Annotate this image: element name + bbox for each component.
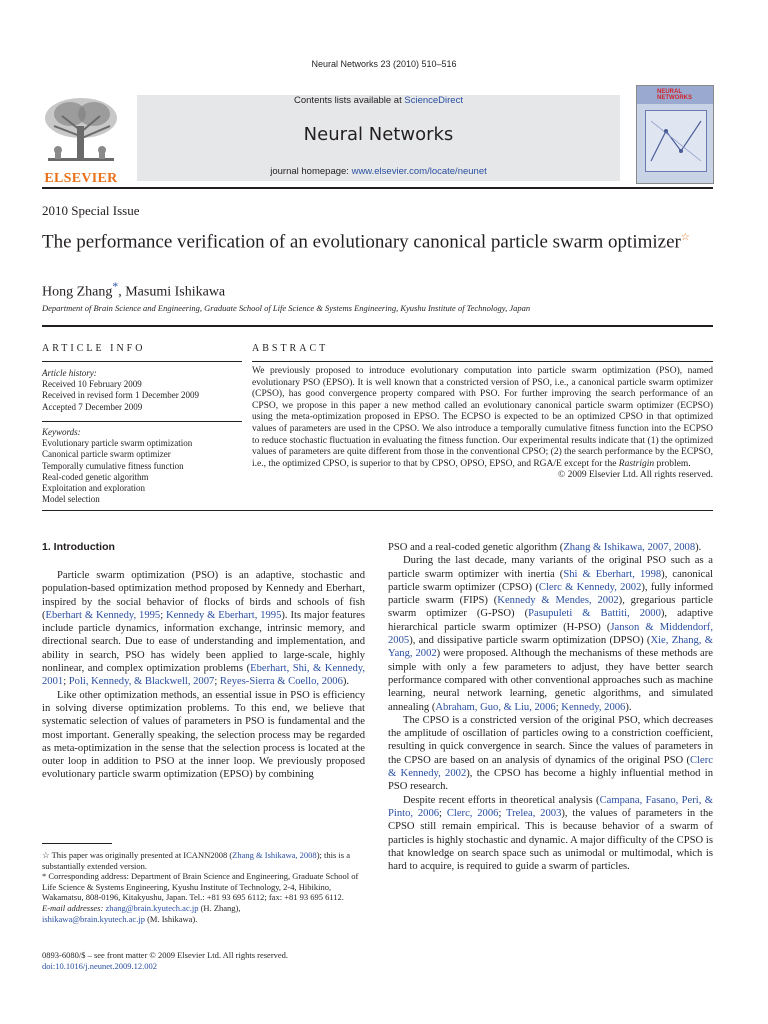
article-title: The performance verification of an evolutionary canonical particle swarm optimizer☆ — [42, 231, 690, 253]
author-1[interactable]: Hong Zhang — [42, 284, 113, 300]
citation-link[interactable]: Kennedy & Mendes, 2002 — [497, 595, 619, 607]
citation-link[interactable]: Clerc, 2006 — [446, 807, 499, 819]
paragraph: Despite recent efforts in theoretical analysis (Campana, Fasano, Peri, & Pinto, 2006; Clerc, 2006; Trelea, 2003), the values of parameters in the CPSO still remain empirical. This is because behavior of a swarm of particles is highly stochastic and dynamic. A major difficulty of the CPSO is that knowledge on search space such as unimodal or multimodal, which is hard to acquire, is required to guide a swarm of particles. — [388, 794, 714, 873]
citation-link[interactable]: Eberhart & Kennedy, 1995 — [45, 609, 161, 621]
keyword: Real-coded genetic algorithm — [42, 471, 149, 482]
elsevier-tree-icon — [40, 96, 122, 166]
citation-link[interactable]: Clerc & Kennedy, 2002 — [388, 754, 713, 780]
body-column-left — [42, 569, 365, 782]
paragraph: During the last decade, many variants of the original PSO such as a particle swarm optimizer with inertia (Shi & Eberhart, 1998), canonical particle swarm optimizer (CPSO) (Clerc & Kennedy, 2002), fully informed particle swarm (FIPS) (Kennedy & Mendes, 2002), gregarious particle swarm optimizer (G-PSO) (Pasupuleti & Battiti, 2000), adaptive hierarchical particle swarm optimizer (H-PSO) (Janson & Middendorf, 2005), and dissipative particle swarm optimization (DPSO) (Xie, Zhang, & Yang, 2002) were proposed. Although the mechanisms of these methods are simple with only a few parameters to adjust, they have better search performance compared with other conventional approaches such as machine learning, neural network learning, genetic algorithms, and simulated annealing (Abraham, Guo, & Liu, 2006; Kennedy, 2006). — [388, 555, 713, 713]
author-list: Hong Zhang*, Masumi Ishikawa — [42, 280, 226, 300]
paragraph: Particle swarm optimization (PSO) is an adaptive, stochastic and population-based optimization method proposed by Kennedy and Eberhart, inspired by the social behavior of flocks of birds and schools of fish (Eberhart & Kennedy, 1995; Kennedy & Eberhart, 1995). Its major features include particle dynamics, information exchange, intrinsic memory, and directional search. Due to ease of understanding and implementation, and ability in search, PSO has widely been applied to large-scale, highly nonlinear, and complex optimization problems (Eberhart, Shi, & Kennedy, 2001; Poli, Kennedy, & Blackwell, 2007; Reyes-Sierra & Coello, 2006). — [42, 570, 366, 688]
citation-link[interactable]: Zhang & Ishikawa, 2007, 2008 — [563, 542, 696, 553]
citation-link[interactable]: Campana, Fasano, Peri, & Pinto, 2006 — [388, 794, 713, 819]
citation-link[interactable]: Clerc & Kennedy, 2002 — [538, 581, 642, 593]
keyword: Canonical particle swarm optimizer — [42, 449, 171, 460]
citation-link[interactable]: Poli, Kennedy, & Blackwell, 2007 — [68, 676, 215, 688]
journal-title: Neural Networks — [303, 124, 454, 145]
abstract-bottom-rule — [42, 510, 713, 511]
contents-prefix: Contents lists available at — [294, 95, 405, 106]
footnote-corresponding: * Corresponding address: Department of Brain Science and Engineering, Graduate School of Life Science & Systems Engineering, Kyushu Institute of Technology, 2-4, Hibikino, Wakamatsu, 808-0196, Kitakyushu, Japan. Tel.: +81 93 695 6112; fax: +81 93 695 6112. — [42, 871, 359, 903]
homepage-prefix: journal homepage: — [270, 166, 352, 177]
paragraph: Like other optimization methods, an essential issue in PSO is efficiency in solving diverse optimization problems. To this end, we believe that systematic selection of values of parameters in PSO is fundamental and the most important. Generally speaking, the selection process may be regarded as meta-optimization in the sense that the selection process is located at the outer loop in addition to PSO at the inner loop. We previously proposed evolutionary particle swarm optimization (EPSO) by combining — [42, 689, 365, 781]
publisher-name: ELSEVIER — [44, 171, 118, 186]
citation-link[interactable]: Janson & Middendorf, 2005 — [388, 621, 713, 647]
abstract-body: We previously proposed to introduce evolutionary computation into particle swarm optimization (PSO), named evolutionary PSO (EPSO). It is well known that a constricted version of PSO, i.e., a canonical particle swarm optimizer (CPSO), has good convergence property compared with PSO. For further improving the search performance of an CPSO, we propose in this paper a new method called an evolutionary canonical particle swarm optimizer (ECPSO) using the meta-optimization proposed in EPSO. The ECPSO is expected to be an optimized CPSO in that optimized values of parameters are used in the CPSO. We also introduce a temporally cumulative fitness function into the ECPSO to reduce stochastic fluctuation in evaluating the fitness function. Our experimental results indicate that (1) the optimized values of parameters are quite different from those in the conventional CPSO; (2) the search performance by the ECPSO, i.e., the optimized CPSO, is superior to that by CPSO, OPSO, EPSO, and RGA/E except for the Rastrigin problem. © 2009 Elsevier Ltd. All rights reserved. — [252, 366, 713, 481]
paragraph: The CPSO is a constricted version of the original PSO, which decreases the amplitude of oscillation of particles owing to a constriction coefficient, resulting in quick convergence in search. Since the values of parameters in the CPSO are based on an analysis of dynamics of the original PSO (Clerc & Kennedy, 2002), the CPSO has become a highly influential method in PSO research. — [388, 714, 713, 793]
article-info-heading: ARTICLE INFO — [42, 343, 146, 354]
header-rule — [42, 187, 713, 189]
article-history: Article history: Received 10 February 2009 Received in revised form 1 December 2009 Accepted 7 December 2009 — [42, 368, 199, 412]
special-issue-label: 2010 Special Issue — [42, 203, 140, 218]
citation-link[interactable]: Pasupuleti & Battiti, 2000 — [528, 608, 661, 620]
keywords-block: Keywords: Evolutionary particle swarm optimization Canonical particle swarm optimizer Temporally cumulative fitness function Real-coded genetic algorithm Exploitation and exploration Model selection — [42, 427, 242, 505]
footnote-emails: E-mail addresses: zhang@brain.kyutech.ac.jp (H. Zhang), ishikawa@brain.kyutech.ac.jp (M. Ishikawa). — [42, 902, 241, 924]
author-2[interactable]: Masumi Ishikawa — [125, 284, 226, 300]
citation-link[interactable]: Kennedy, 2006 — [561, 701, 626, 713]
homepage-link[interactable]: www.elsevier.com/locate/neunet — [351, 166, 487, 177]
citation-link[interactable]: Xie, Zhang, & Yang, 2002 — [388, 635, 713, 660]
keyword: Model selection — [42, 494, 100, 505]
article-info-rule — [42, 361, 242, 362]
doi-link[interactable]: doi:10.1016/j.neunet.2009.12.002 — [42, 961, 157, 971]
citation-link[interactable]: Shi & Eberhart, 1998 — [563, 568, 662, 580]
email-link[interactable]: zhang@brain.kyutech.ac.jp — [105, 902, 199, 913]
sciencedirect-link[interactable]: ScienceDirect — [404, 95, 463, 106]
keyword: Evolutionary particle swarm optimization — [42, 438, 193, 449]
citation-link[interactable]: Abraham, Guo, & Liu, 2006 — [435, 701, 556, 713]
paragraph: PSO and a real-coded genetic algorithm (Zhang & Ishikawa, 2007, 2008). — [388, 542, 702, 553]
citation-link[interactable]: Kennedy & Eberhart, 1995 — [166, 609, 282, 621]
section-heading: 1. Introduction — [42, 541, 115, 553]
abstract-rule — [252, 361, 713, 362]
abstract-copyright: © 2009 Elsevier Ltd. All rights reserved. — [558, 470, 713, 481]
citation-link[interactable]: Trelea, 2003 — [506, 807, 562, 819]
journal-homepage — [137, 166, 620, 177]
email-link[interactable]: ishikawa@brain.kyutech.ac.jp — [42, 913, 145, 924]
footnote-rule — [42, 843, 112, 844]
title-footnote-mark[interactable]: ☆ — [680, 232, 690, 243]
citation-link[interactable]: Reyes-Sierra & Coello, 2006 — [219, 676, 343, 688]
citation-link[interactable]: Zhang & Ishikawa, 2008 — [232, 850, 317, 860]
affiliation: Department of Brain Science and Engineering, Graduate School of Life Science & Systems Engineering, Kyushu Institute of Technology, Japan — [42, 303, 531, 313]
issn-line: 0893-6080/$ – see front matter © 2009 Elsevier Ltd. All rights reserved. — [42, 950, 289, 960]
contents-line — [137, 95, 620, 106]
cover-title: NEURAL NETWORKS — [657, 89, 692, 101]
history-rule — [42, 421, 242, 422]
title-rule — [42, 325, 713, 327]
corresponding-author-mark[interactable]: * — [112, 280, 119, 293]
cover-figure-icon — [646, 111, 706, 171]
body-column-right — [388, 541, 713, 873]
abstract-heading: ABSTRACT — [252, 343, 329, 354]
journal-citation: Neural Networks 23 (2010) 510–516 — [311, 59, 457, 69]
citation-link[interactable]: Eberhart, Shi, & Kennedy, 2001 — [42, 663, 366, 688]
journal-cover-thumbnail — [636, 85, 714, 184]
page-footer — [42, 950, 288, 972]
elsevier-logo — [40, 96, 122, 186]
keyword: Temporally cumulative fitness function — [42, 460, 184, 471]
footnote-title: ☆ This paper was originally presented at ICANN2008 (Zhang & Ishikawa, 2008); this is a substantially extended version. — [42, 850, 350, 871]
keyword: Exploitation and exploration — [42, 483, 145, 494]
footnotes — [42, 850, 365, 924]
